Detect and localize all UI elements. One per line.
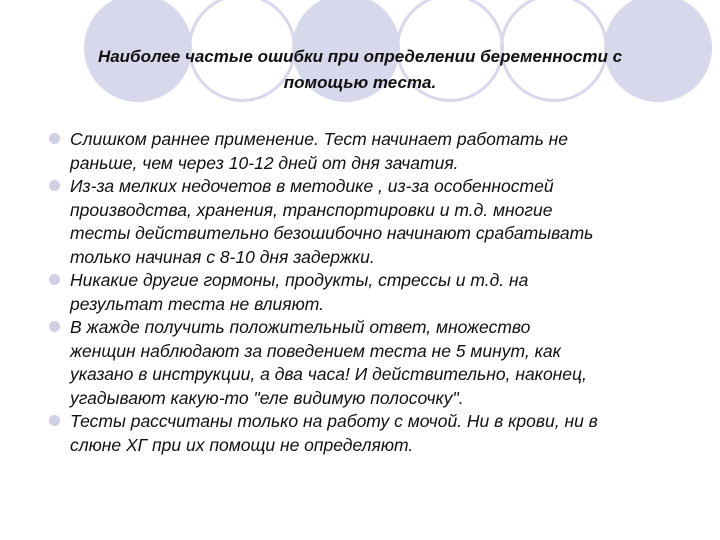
bullet-item — [50, 175, 686, 269]
bullet-dot-icon — [49, 180, 60, 191]
bullet-text-line: указано в инструкции, а два часа! И действительно, наконец, — [70, 364, 587, 384]
bullet-dot-icon — [49, 133, 60, 144]
bullet-text-line: угадывают какую-то "еле видимую полосочку". — [70, 387, 464, 408]
slide-title — [40, 44, 680, 96]
bullet-dot-icon — [49, 415, 60, 426]
bullet-text-line: Никакие другие гормоны, продукты, стрессы и т.д. на — [70, 270, 529, 290]
bullet-text-line: слюне ХГ при их помощи не определяют. — [70, 434, 414, 455]
bullet-item — [50, 269, 686, 316]
slide-title-line: помощью теста. — [283, 73, 437, 92]
bullet-list — [50, 128, 686, 457]
bullet-dot-icon — [49, 321, 60, 332]
bullet-text-line: Из-за мелких недочетов в методике , из-за особенностей — [70, 176, 554, 196]
bullet-text-line: производства, хранения, транспортировки и т.д. многие — [70, 199, 553, 220]
bullet-dot-icon — [49, 274, 60, 285]
bullet-item — [50, 128, 686, 175]
bullet-text-line: В жажде получить положительный ответ, множество — [70, 317, 531, 337]
bullet-text-line: результат теста не влияют. — [70, 293, 324, 314]
bullet-text-line: тесты действительно безошибочно начинают срабатывать — [70, 223, 594, 243]
bullet-item — [50, 410, 686, 457]
bullet-text-line: Тесты рассчитаны только на работу с мочой. Ни в крови, ни в — [70, 411, 598, 431]
slide-title-line: Наиболее частые ошибки при определении беременности с — [97, 47, 623, 66]
bullet-text-line: женщин наблюдают за поведением теста не 5 минут, как — [70, 340, 561, 361]
bullet-text-line: Слишком раннее применение. Тест начинает работать не — [70, 129, 568, 149]
bullet-text-line: только начиная с 8-10 дня задержки. — [70, 246, 375, 267]
bullet-text-line: раньше, чем через 10-12 дней от дня зачатия. — [70, 152, 459, 173]
bullet-item — [50, 316, 686, 410]
